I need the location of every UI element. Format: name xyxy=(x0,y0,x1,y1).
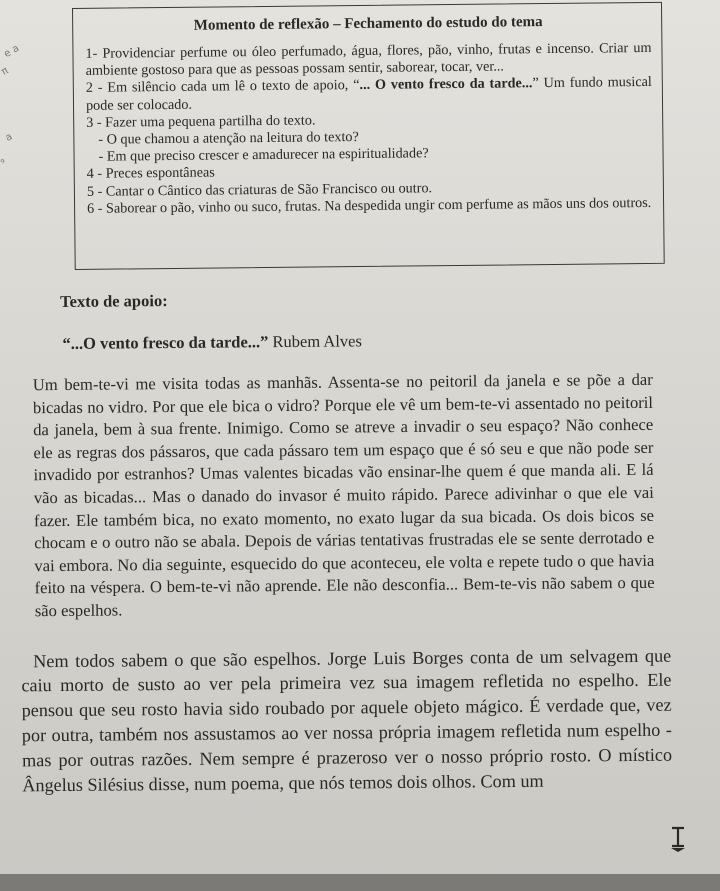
box-item-3b: - Em que preciso crescer e amadurecer na espiritualidade? xyxy=(98,145,429,165)
box-item-1: 1- Providenciar perfume ou óleo perfumado, água, flores, pão, vinho, frutas e incenso. Criar um ambiente gostoso para que as pessoas possam sentir, saborear, tocar, ver... xyxy=(85,39,652,80)
box-item-6: 6 - Saborear o pão, vinho ou suco, frutas. Na despedida ungir com perfume as mãos uns dos outros. xyxy=(87,194,652,217)
box-item-3: 3 - Fazer uma pequena partilha do texto. xyxy=(86,112,316,131)
text-cursor-icon xyxy=(668,826,688,852)
box-item-2 xyxy=(86,74,652,114)
quote-title: “...O vento fresco da tarde...” xyxy=(62,332,269,353)
support-text-section xyxy=(21,286,702,797)
box-item-2-bold: ... O vento fresco da tarde... xyxy=(359,75,533,94)
support-heading: Texto de apoio: xyxy=(59,291,168,311)
paragraph-2: Nem todos sabem o que são espelhos. Jorge Luis Borges conta de um selvagem que caiu morto de susto ao ver pela primeira vez sua imagem refletida no espelho. Ele pensou que seu rosto havia sido roubado por aquele objeto mágico. É verdade que, vez por outra, também nos assustamos ao ver nossa própria imagem refletida num espelho - mas por outras razões. Nem sempre é prazeroso ver o nosso próprio rosto. O místico Ângelus Silésius disse, num poema, que nós temos dois olhos. Com um xyxy=(21,645,673,795)
box-item-2-suffix: ” Um fundo musical pode ser colocado. xyxy=(85,74,652,114)
box-item-4: 4 - Preces espontâneas xyxy=(86,164,215,183)
page-bottom-shadow xyxy=(0,874,720,891)
box-title: Momento de reflexão – Fechamento do estudo do tema xyxy=(193,14,543,34)
box-item-2-prefix: 2 - Em silêncio cada um lê o texto de apoio, “ xyxy=(85,77,360,97)
paragraph-1: Um bem-te-vi me visita todas as manhãs. Assenta-se no peitoril da janela e se põe a dar bicadas no vidro. Por que ele bica o vidro? Porque ele vê um bem-te-vi assentado no peitoril da janela, bem à sua frente. Inimigo. Como se atreve a invadir o seu espaço? Não conhece ele as regras dos pássaros, que cada pássaro tem um espaço que é só seu e que não pode ser invadido por estranhos? Umas valentes bicadas vão ensinar-lhe quem é que manda ali. E lá vão as bicadas... Mas o danado do invasor é muito rápido. Parece adivinhar o que ele vai fazer. Ele também bica, no exato momento, no exato lugar da sua bicada. Os dois bicos se chocam e o outro não se abala. Depois de várias tentativas frustradas ele se sente derrotado e vai embora. No dia seguinte, esquecido do que aconteceu, ele volta e repete tudo o que havia feito na véspera. O bem-te-vi não aprende. Ele não desconfia... Bem-te-vis não sabem o que são espelhos. xyxy=(32,369,655,621)
reflection-box xyxy=(72,2,665,270)
box-item-5: 5 - Cantar o Cântico das criaturas de São Francisco ou outro. xyxy=(86,179,433,200)
box-item-3a: - O que chamou a atenção na leitura do texto? xyxy=(98,129,359,148)
author-name: Rubem Alves xyxy=(268,331,362,352)
support-subheading xyxy=(62,328,698,354)
margin-handwriting: e a π a ⁹ xyxy=(0,42,22,170)
